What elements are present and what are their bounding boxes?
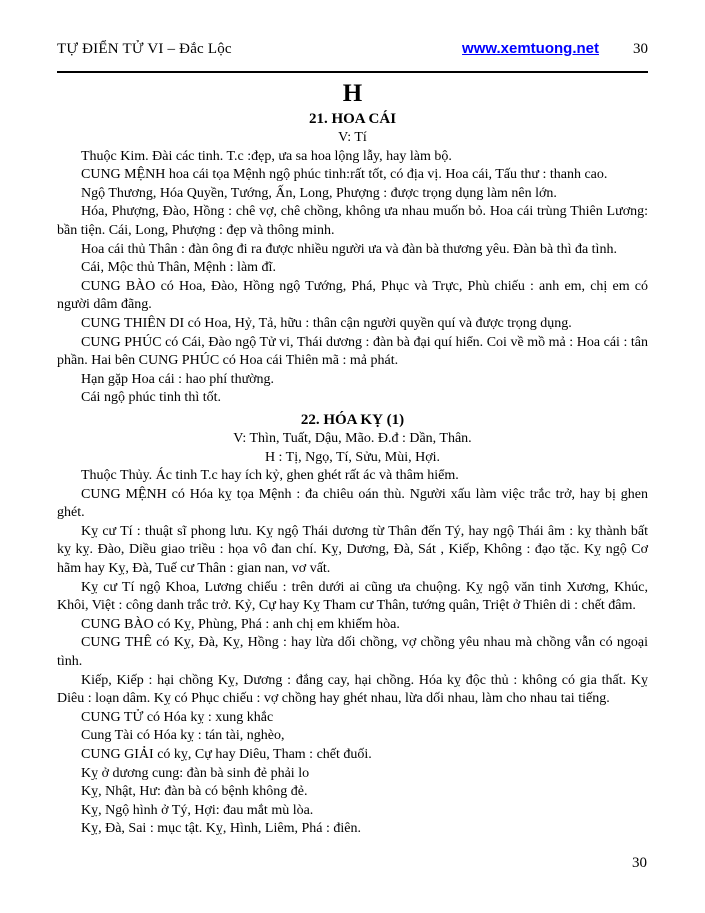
paragraph: Kỵ, Đà, Sai : mục tật. Kỵ, Hình, Liêm, Phá : điên.	[81, 821, 361, 837]
paragraph: CUNG PHÚC có Cái, Đào ngộ Tử vi, Thái dương : đàn bà đại quí hiển. Coi về mồ mả : Hoa cái : tân phần. Hai bên CUNG PHÚC có Hoa cái Thiên mã : mả phát.	[57, 334, 648, 369]
paragraph: Thuộc Thủy. Ác tinh T.c hay ích kỷ, ghen ghét rất ác và thâm hiểm.	[81, 468, 459, 484]
website-link[interactable]: www.xemtuong.net	[462, 40, 599, 57]
paragraph: Kiếp, Kiếp : hại chồng Kỵ, Dương : đắng cay, hại chồng. Hóa kỵ độc thủ : không có gia thất. Kỵ Diêu : loạn dâm. Kỵ có Phục chiếu : vợ chồng hay ghét nhau, lừa dối nhau, làm cho nhau tai tiếng.	[57, 672, 648, 707]
section-hoa-ky	[57, 411, 648, 839]
paragraph: Kỵ cư Tí ngộ Khoa, Lương chiếu : trên dưới ai cũng ưa chuộng. Kỵ ngộ văn tinh Xương, Khúc, Khôi, Việt : công danh trắc trở. Kỷ, Cự hay Kỵ Tham cư Thân, tướng quân, Triệt ở Thiên di : chết đâm.	[57, 579, 648, 614]
section-hoa-cai	[57, 110, 648, 408]
letter-heading: H	[342, 80, 363, 107]
paragraph: CUNG THÊ có Kỵ, Đà, Kỵ, Hồng : hay lừa dối chồng, vợ chồng yêu nhau mà chồng vẫn có ngoại tình.	[57, 635, 648, 670]
paragraph: Kỵ cư Tí : thuật sĩ phong lưu. Kỵ ngộ Thái dương từ Thân đến Tý, hay ngộ Thái âm : kỵ thành bất kỵ kỵ. Đào, Diều giao triều : họa vô đan chí. Kỵ, Dương, Đà, Sát , Kiếp, Không : đạo tặc. Kỵ ngộ Cơ hãm hay Kỵ, Đà, Tuế cư Thân : gian nan, vơ vất.	[57, 523, 648, 577]
paragraph: CUNG TỬ có Hóa kỵ : xung khắc	[81, 709, 274, 725]
section-subline: V: Thìn, Tuất, Dậu, Mão. Đ.đ : Dần, Thân.	[233, 430, 472, 446]
paragraph: CUNG GIẢI có kỵ, Cự hay Diêu, Tham : chết đuối.	[81, 747, 372, 762]
footer-page-number: 30	[632, 855, 647, 871]
header-right-group	[462, 40, 648, 58]
header-rule	[57, 71, 648, 73]
paragraph: Thuộc Kim. Đài các tinh. T.c :đẹp, ưa sa hoa lộng lẫy, hay làm bộ.	[81, 148, 452, 164]
header-page-number: 30	[633, 41, 648, 57]
paragraph: CUNG MỆNH có Hóa kỵ tọa Mệnh : đa chiêu oán thù. Người xấu làm việc trắc trở, hay bị ghen ghét.	[57, 486, 648, 521]
paragraph: Cái ngộ phúc tinh thì tốt.	[81, 390, 221, 406]
header-title: TỰ ĐIỂN TỬ VI – Đắc Lộc	[57, 41, 232, 57]
page-header	[57, 40, 648, 58]
section-subline: H : Tị, Ngọ, Tí, Sửu, Mùi, Hợi.	[264, 449, 441, 465]
paragraph: CUNG MỆNH hoa cái tọa Mệnh ngộ phúc tinh:rất tốt, có địa vị. Hoa cái, Tấu thư : thanh cao.	[81, 167, 608, 183]
paragraph: CUNG BÀO có Hoa, Đào, Hồng ngộ Tướng, Phá, Phục và Trực, Phù chiếu : anh em, chị em có người dâm đãng.	[57, 278, 648, 313]
paragraph: Hóa, Phượng, Đào, Hồng : chê vợ, chê chồng, không ưa nhau muốn bỏ. Hoa cái trùng Thiên Lương: bần tiện. Cái, Long, Phượng : đẹp và thông minh.	[57, 204, 648, 238]
paragraph: Kỵ, Ngộ hình ở Tý, Hợi: đau mắt mù lòa.	[81, 802, 314, 818]
paragraph: Kỵ ở dương cung: đàn bà sinh đẻ phải lo	[81, 765, 310, 781]
section-heading: 21. HOA CÁI	[308, 111, 397, 127]
paragraph: CUNG BÀO có Kỵ, Phùng, Phá : anh chị em khiếm hòa.	[81, 616, 400, 632]
paragraph: Cung Tài có Hóa kỵ : tán tài, nghèo,	[81, 728, 285, 744]
section-subline: V: Tí	[338, 130, 367, 145]
paragraph: Cái, Mộc thủ Thân, Mệnh : làm đĩ.	[81, 260, 276, 276]
paragraph: Hoa cái thủ Thân : đàn ông đi ra được nhiều người ưa và đàn bà thương yêu. Đàn bà thì đa tình.	[81, 241, 617, 257]
paragraph: Hạn gặp Hoa cái : hao phí thường.	[81, 371, 275, 387]
paragraph: CUNG THIÊN DI có Hoa, Hỷ, Tả, hữu : thân cận người quyền quí và được trọng dụng.	[81, 315, 572, 331]
section-heading: 22. HÓA KỴ (1)	[300, 411, 405, 428]
paragraph: Kỵ, Nhật, Hư: đàn bà có bệnh không đẻ.	[81, 784, 308, 800]
paragraph: Ngộ Thương, Hóa Quyền, Tướng, Ấn, Long, Phượng : được trọng dụng làm nên lớn.	[81, 185, 557, 201]
